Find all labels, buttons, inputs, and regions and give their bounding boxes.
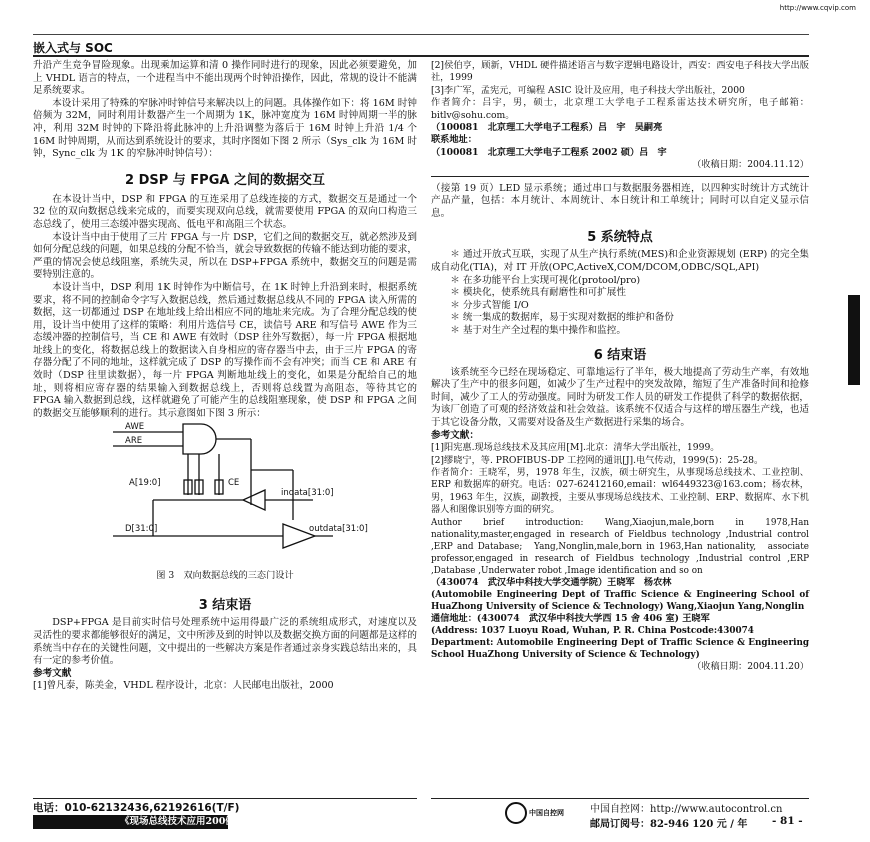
data-bus-label: D[31:0]: [125, 524, 158, 535]
feature-item: ＊ 分步式智能 I/O: [450, 299, 529, 311]
edge-tab: [848, 295, 860, 385]
header-rule-bottom: [33, 55, 809, 57]
author-intro: 作者简介：王晓军，男，1978 年生，汉族，硕士研究生，从事现场总线技术、工业控制、ERP 和数据库的研究。电话：027-62412160,email：wl6449323@163.com；杨农林，男，1963 年生，汉族，副教授，主要从事现场总线技术、工业控制、ERP、数据库、水下机器人和图像识别等方面的研究。: [431, 466, 809, 516]
reference-item: [2]缪晓宁，等. PROFIBUS-DP 工控网的通讯[J].电气传动，1999(5)：25-28。: [431, 454, 764, 466]
author-address-english: (Automobile Engineering Dept of Traffic Science & Engineering School of HuaZhong University of Science & Technology) Wang,Xiaojun Yang,Nonglin: [431, 590, 809, 612]
footer-rule: [431, 798, 809, 799]
paragraph: 本设计当中由于使用了三片 FPGA 与一片 DSP，它们之间的数据交互，就必然涉及到如何分配总线的问题，如果总线的分配不恰当，就会导致数据的传输不能达到功能的要求，严重的情况会使总线阻塞，系统失灵，所以在 DSP+FPGA 系统中，数据交互的问题是需要特别注意的。: [33, 231, 417, 281]
paragraph: 升沿产生竞争冒险现象。出现乘加运算和清 0 操作同时进行的现象，因此必须要避免，加上 VHDL 语言的特点，一个进程当中不能出现两个时钟沿操作，因此，常规的设计不能满足系统要求。: [33, 60, 417, 97]
paragraph: DSP+FPGA 是目前实时信号处理系统中运用得最广泛的系统组成形式，对速度以及灵活性的要求都能够很好的满足，文中所涉及到的时钟以及数据交换方面的问题都是这样的系统当中存在的关键性问题，文中提出的一些解决方案是作者通过亲身实践总结出来的，具有一定的参考价值。: [33, 617, 417, 667]
outdata-label: outdata[31:0]: [309, 524, 368, 535]
reference-item: [3]李广军，孟宪元，可编程 ASIC 设计及应用，电子科技大学出版社，2000: [431, 84, 745, 96]
footer-subscription: 邮局订阅号：82-946 120 元 / 年: [590, 819, 748, 830]
contact-label: 联系地址：: [431, 134, 477, 146]
figure-caption: 图 3 双向数据总线的三态门设计: [156, 570, 294, 582]
left-column: [33, 60, 417, 693]
reference-item: [1]阳宪惠.现场总线技术及其应用[M].北京：清华大学出版社，1999。: [431, 442, 720, 454]
ce-label: CE: [228, 478, 240, 489]
footer-price-text: 《现场总线技术应用200例》: [120, 816, 245, 827]
column-divider: [431, 176, 809, 177]
address-label: A[19:0]: [129, 478, 161, 489]
address-english: (Address: 1037 Luoyu Road, Wuhan, P. R. China Postcode:430074: [431, 626, 754, 637]
section-heading: 2 DSP 与 FPGA 之间的数据交互: [125, 172, 325, 188]
site-url: http://www.cqvip.com: [779, 4, 856, 12]
are-label: ARE: [125, 436, 143, 447]
feature-item: ＊ 模块化，使系统具有耐磨性和可扩展性: [450, 287, 626, 299]
references-title: 参考文献：: [431, 429, 479, 441]
right-column: [431, 60, 809, 674]
received-date: （收稿日期：2004.11.12）: [692, 159, 809, 171]
feature-item: ＊ 基于对生产全过程的集中操作和监控。: [450, 325, 626, 336]
section-heading: 3 结束语: [198, 598, 252, 614]
tristate-bus-diagram: [33, 420, 417, 590]
feature-item: ＊ 通过开放式互联，实现了从生产执行系统(MES)和企业资源规划 (ERP) 的完全集成自动化(TIA)，对 IT 开放(OPC,ActiveX,COM/DCOM,ODBC/SQL,API): [431, 249, 809, 274]
mailing-address: 通信地址：(430074 武汉华中科技大学西 15 舍 406 室) 王晓军: [431, 613, 710, 624]
paragraph: （接第 19 页）LED 显示系统；通过串口与数据服务器相连，以四种实时统计方式统计产品产量，包括：本月统计、本周统计、本日统计和工单统计；同时可以自定义显示信息。: [431, 182, 809, 219]
author-intro-english: Author brief introduction: Wang,Xiaojun,male,born in 1978,Han nationality,master,engaged in research of Fieldbus technology ,Industrial control ,ERP and Database; Yang,Nonglin,male,born in 1963,Han nationality, associate professor,engaged in research of Fieldbus technology ,Industrial control ,ERP ,Database ,Underwater robot ,Image identification and so on: [431, 517, 809, 576]
paragraph: 在本设计当中，DSP 和 FPGA 的互连采用了总线连接的方式，数据交互是通过一个 32 位的双向数据总线来完成的，而要实现双向总线，就需要使用 FPGA 的双向口构造三态总线了，使用三态缓冲器实现高、低电平和高阻三个状态。: [33, 193, 417, 230]
section-heading: 6 结束语: [593, 347, 647, 363]
footer-site: 中国自控网：http://www.autocontrol.cn: [590, 804, 783, 815]
page-number: - 81 -: [772, 815, 803, 827]
footer-phone: 电话：010-62132436,62192616(T/F): [33, 802, 240, 814]
paragraph: 本设计采用了特殊的窄脉冲时钟信号来解决以上的问题。具体操作如下：将 16M 时钟倍频为 32M，同时利用计数器产生一个周期为 1K，脉冲宽度为 16M 时钟周期一半的脉冲，利用 32M 时钟的下降沿将此脉冲的上升沿调整为落后于 16M 时钟上升沿 1/4 个 16M 时钟周期，从而达到系统设计的要求，其时序图如下图 2 所示（Sys_clk 为 16M 时钟，Sync_clk 为 1K 的窄脉冲时钟信号）：: [33, 97, 417, 160]
paragraph: 本设计当中，DSP 利用 1K 时钟作为中断信号，在 1K 时钟上升沿到来时，根据系统要求，将不同的控制命令字写入数据总线，然后通过数据总线从不同的 FPGA 读入所需的数据，这一切都通过 DSP 在地址线上给出相应不同的地址来完成。为了合理分配总线的使用，设计当中使用了这样的策略：利用片选信号 CE，读信号 ARE 和写信号 AWE 作为三态缓冲器的控制信号，当 CE 和 AWE 有效时（DSP 往外写数据），每一片 FPGA 根据地址线上的变化，将数据总线上的数据读入自身相应的寄存器当中去，由于三片 FPGA 的寄存器分配了不同的地址，这样就完成了 DSP 的写操作而不会有冲突；而当 CE 和 ARE 有效时（DSP 往里读数据），每一片 FPGA 判断地址线上的变化，如果是分配给自己的地址，则将相应寄存器的结果输入到数据总线上，否则将总线置为高阻态，等待其它的 FPGA 输入数据到总线，这样就避免了可能产生的总线阻塞现象，使 DSP 和 FPGA 之间的数据交互能够顺利的进行。其示意图如下图 3 所示：: [33, 281, 417, 419]
awe-label: AWE: [125, 422, 145, 433]
diagram-lines: [33, 420, 417, 570]
references-title: 参考文献: [33, 667, 72, 679]
received-date: （收稿日期：2004.11.20）: [692, 661, 809, 673]
autocontrol-logo-text: 中国自控网: [529, 808, 564, 817]
author-address: （100081 北京理工大学电子工程系 2002 硕）吕 宇: [431, 146, 667, 158]
indata-label: indata[31:0]: [281, 488, 334, 499]
reference-item: [1]曾凡泰，陈美金，VHDL 程序设计，北京：人民邮电出版社，2000: [33, 680, 334, 692]
feature-item: ＊ 统一集成的数据库，易于实现对数据的维护和备份: [450, 312, 674, 324]
paragraph: 该系统至今已经在现场稳定、可靠地运行了半年，极大地提高了劳动生产率，有效地解决了生产中的很多问题，如减少了生产过程中的突发故障，缩短了生产准备时间和抢修时间，减少了工人的劳动强度。同时为研发工作人员的研发工作提供了科学的数据依据，为该厂创造了可观的经济效益和社会效益。该系统不仅适合与这样的增压器生产线，也适于其它设备分散，又需要对设备及生产数据进行采集的场合。: [431, 366, 809, 428]
author-address: （430074 武汉华中科技大学交通学院）王晓军 杨农林: [431, 576, 672, 588]
reference-item: [2]侯伯亨，顾新，VHDL 硬件描述语言与数字逻辑电路设计，西安：西安电子科技大学出版社，1999: [431, 60, 809, 84]
autocontrol-logo: [505, 802, 527, 824]
department-english: Department: Automobile Engineering Dept of Traffic Science & Engineering School HuaZhong University of Science & Technology): [431, 638, 809, 661]
author-address: （100081 北京理工大学电子工程系）吕 宇 吴嗣亮: [431, 122, 663, 134]
feature-item: ＊ 在多功能平台上实现可视化(protool/pro): [450, 274, 641, 286]
section-title: 嵌入式与 SOC: [33, 41, 113, 55]
section-heading: 5 系统特点: [587, 230, 653, 246]
header-rule-top: [33, 34, 809, 35]
author-intro: 作者简介：吕宇，男，硕士，北京理工大学电子工程系雷达技术研究所，电子邮箱：bitlv@sohu.com。: [431, 97, 809, 121]
footer-rule: [33, 798, 417, 799]
